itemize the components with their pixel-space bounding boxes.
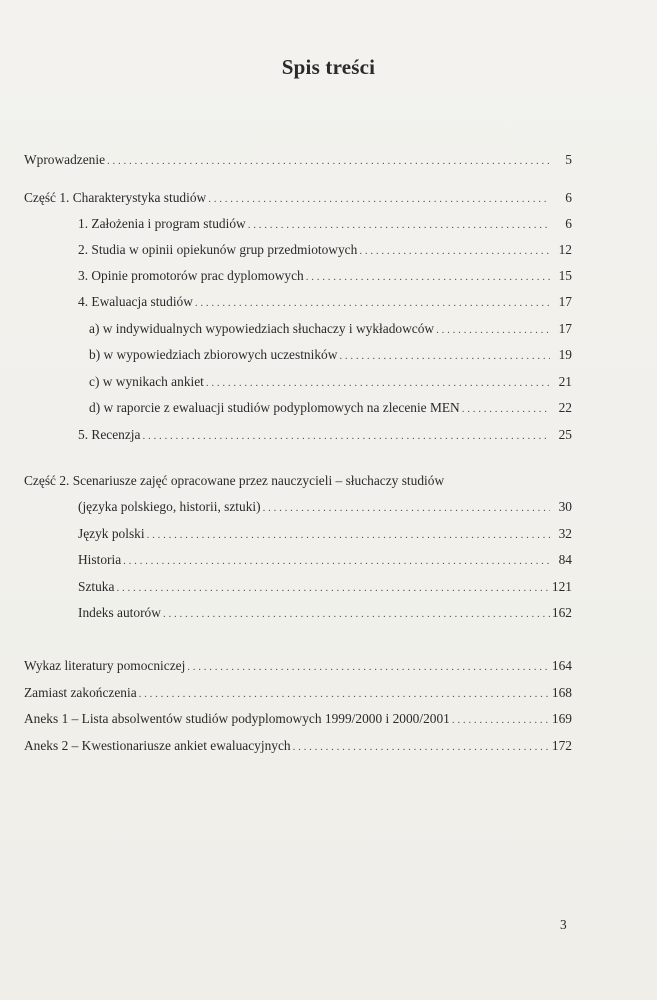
toc-entry-page: 21 <box>558 374 572 389</box>
dot-leader <box>147 527 550 543</box>
dot-leader <box>293 739 550 755</box>
toc-entry-4d <box>89 400 572 417</box>
toc-entry-aneks-1 <box>24 711 572 728</box>
dot-leader <box>116 580 549 596</box>
toc-entry-label: Język polski <box>78 526 145 541</box>
toc-entry-indeks-autorow <box>78 605 572 622</box>
dot-leader <box>187 659 550 675</box>
toc-entry-sztuka <box>78 579 572 596</box>
toc-entry-part-2-continued <box>78 499 572 516</box>
toc-entry-label: Wykaz literatury pomocniczej <box>24 658 186 673</box>
toc-entry-page: 121 <box>551 579 572 594</box>
toc-entry-label: Sztuka <box>78 579 115 594</box>
toc-entry-wprowadzenie <box>24 152 572 169</box>
dot-leader <box>163 606 550 622</box>
toc-entry-label: Indeks autorów <box>78 605 161 620</box>
toc-entry-label: Historia <box>78 552 122 567</box>
dot-leader <box>195 295 550 311</box>
toc-entry-zamiast-zakonczenia <box>24 685 572 702</box>
dot-leader <box>139 686 550 702</box>
toc-entry-page: 30 <box>558 499 572 514</box>
dot-leader <box>123 553 550 569</box>
toc-entry-3 <box>78 268 572 285</box>
toc-entry-label: d) w raporcie z ewaluacji studiów podyplomowych na zlecenie MEN <box>89 400 460 415</box>
toc-entry-aneks-2 <box>24 738 572 755</box>
toc-entry-label: c) w wynikach ankiet <box>89 374 204 389</box>
toc-entry-5 <box>78 427 572 444</box>
toc-entry-page: 15 <box>558 268 572 283</box>
dot-leader <box>208 191 550 207</box>
toc-entry-4b <box>89 347 572 364</box>
toc-entry-label: Aneks 2 – Kwestionariusze ankiet ewaluacyjnych <box>24 738 291 753</box>
dot-leader <box>263 500 550 516</box>
toc-entry-label: Zamiast zakończenia <box>24 685 137 700</box>
toc-entry-2 <box>78 242 572 259</box>
toc-entry-page: 19 <box>558 347 572 362</box>
toc-entry-label: Część 1. Charakterystyka studiów <box>24 190 207 205</box>
toc-entry-page: 172 <box>551 738 572 753</box>
toc-entry-label: b) w wypowiedziach zbiorowych uczestników <box>89 347 338 362</box>
toc-entry-page: 25 <box>558 427 572 442</box>
toc-entry-page: 17 <box>558 321 572 336</box>
dot-leader <box>436 322 550 338</box>
toc-entry-page: 6 <box>565 190 572 205</box>
dot-leader <box>206 375 550 391</box>
toc-entry-part-2 <box>24 473 444 489</box>
page-title: Spis treści <box>281 55 376 79</box>
toc-entry-page: 6 <box>565 216 572 231</box>
toc-entry-4a <box>89 321 572 338</box>
dot-leader <box>248 217 550 233</box>
toc-entry-4 <box>78 294 572 311</box>
toc-entry-page: 12 <box>558 242 572 257</box>
toc-entry-4c <box>89 374 572 391</box>
toc-entry-page: 32 <box>558 526 572 541</box>
toc-entry-label: (języka polskiego, historii, sztuki) <box>78 499 261 514</box>
dot-leader <box>359 243 550 259</box>
dot-leader <box>107 153 550 169</box>
toc-entry-label: 4. Ewaluacja studiów <box>78 294 193 309</box>
toc-entry-historia <box>78 552 572 569</box>
toc-entry-page: 164 <box>551 658 572 673</box>
toc-entry-label: Aneks 1 – Lista absolwentów studiów podyplomowych 1999/2000 i 2000/2001 <box>24 711 450 726</box>
toc-entry-label: Wprowadzenie <box>24 152 106 167</box>
toc-entry-label: 2. Studia w opinii opiekunów grup przedmiotowych <box>78 242 358 257</box>
dot-leader <box>462 401 550 417</box>
toc-entry-label: Część 2. Scenariusze zajęć opracowane przez nauczycieli – słuchaczy studiów <box>24 473 445 488</box>
toc-entry-label: 1. Założenia i program studiów <box>78 216 246 231</box>
toc-entry-page: 168 <box>551 685 572 700</box>
page-number: 3 <box>560 917 567 932</box>
toc-entry-page: 169 <box>551 711 572 726</box>
toc-entry-page: 22 <box>558 400 572 415</box>
toc-entry-part-1 <box>24 190 572 207</box>
dot-leader <box>339 348 550 364</box>
toc-entry-label: 3. Opinie promotorów prac dyplomowych <box>78 268 304 283</box>
dot-leader <box>452 712 550 728</box>
toc-entry-page: 17 <box>558 294 572 309</box>
dot-leader <box>142 428 550 444</box>
toc-entry-1 <box>78 216 572 233</box>
toc-entry-label: 5. Recenzja <box>78 427 141 442</box>
toc-entry-page: 84 <box>558 552 572 567</box>
toc-entry-label: a) w indywidualnych wypowiedziach słuchaczy i wykładowców <box>89 321 435 336</box>
toc-entry-page: 5 <box>565 152 572 167</box>
dot-leader <box>306 269 550 285</box>
toc-entry-wykaz-literatury <box>24 658 572 675</box>
toc-entry-jezyk-polski <box>78 526 572 543</box>
toc-entry-page: 162 <box>551 605 572 620</box>
